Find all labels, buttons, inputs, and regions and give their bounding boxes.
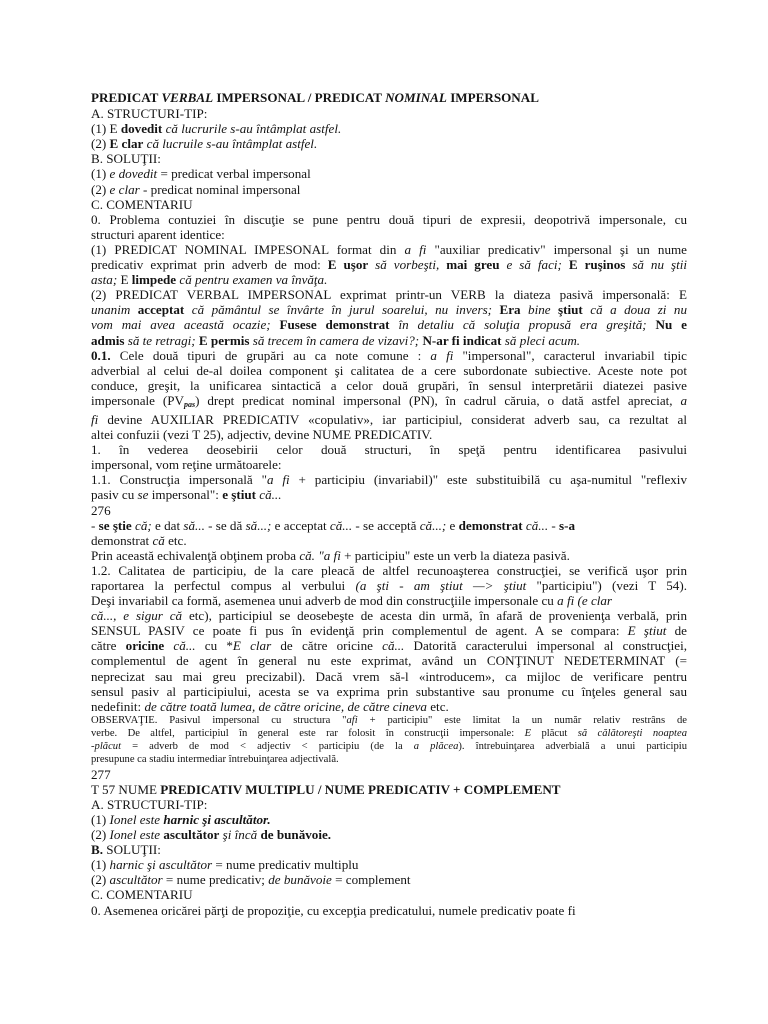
text-run: impersonal": <box>148 487 223 503</box>
text-run: Deşi invariabil ca formă, asemenea unui adverb de mod din construcţiile impersonale cu <box>91 593 558 609</box>
text-run: Datorită caracterului impersonal al construcţiei, <box>404 638 687 654</box>
text-run: să călătoreşti noaptea <box>577 728 687 740</box>
text-line <box>91 699 687 714</box>
text-run: să te retragi; <box>124 332 199 348</box>
text-line <box>91 378 687 393</box>
text-run: devine AUXILIAR PREDICATIV «copulativ», iar participiul, considerat adverb sau, ca rezultat al <box>98 411 687 427</box>
text-run: 0. Asemenea oricărei părţi de propoziţie, cu excepţia predicatului, numele predicativ poate fi <box>91 902 576 918</box>
text-run: B. SOLUŢII: <box>91 151 161 167</box>
text-line <box>91 106 687 121</box>
text-line <box>91 714 687 727</box>
text-run: 277 <box>91 766 111 782</box>
text-run: E clar <box>232 638 272 654</box>
text-run: E ruşinos <box>568 257 626 273</box>
text-run: VERBAL <box>161 90 214 105</box>
text-run: sensul pasiv al participiului, acesta se va exprima prin substantive sau pronume cu înţeles general sau <box>91 683 687 699</box>
text-run: harnic şi ascultător <box>109 857 213 873</box>
text-run: pasiv cu <box>91 487 138 503</box>
text-run: 1.2. Calitatea de participiu, de la care pleacă de altfel recunoaşterea construcţiei, se verifică uşor prin <box>91 562 687 578</box>
section-title-t57 <box>91 782 687 797</box>
text-line <box>91 872 687 887</box>
text-run: + participiu" este un verb la diateza pasivă. <box>340 547 570 563</box>
text-run: a plăcea <box>413 741 459 753</box>
text-run: SENSUL PASIV ce poate fi pus în evidenţă prin complementul de agent. A se compara: <box>91 623 628 639</box>
text-run: -plăcut <box>91 741 122 753</box>
text-line <box>91 548 687 563</box>
text-run: 0. Problema contuziei în discuţie se pune pentru două tipuri de expresii, deopotrivă impersonale, cu <box>91 211 687 227</box>
text-line <box>91 212 687 227</box>
text-line <box>91 197 687 212</box>
text-run: se <box>137 487 149 503</box>
text-run: E permis <box>198 332 250 348</box>
text-run: că...; <box>419 517 447 533</box>
text-run: 0.1. <box>91 347 111 363</box>
text-run: să vorbeşti, <box>368 257 447 273</box>
text-line <box>91 903 687 918</box>
text-run: e <box>446 517 459 533</box>
text-line <box>91 563 687 578</box>
text-run: E ştiut <box>627 623 667 639</box>
text-run: asta; <box>91 272 121 288</box>
text-run: că... <box>522 517 549 533</box>
text-run: - <box>548 517 560 533</box>
text-run: dovedit <box>120 121 163 137</box>
text-run: ascultător <box>109 872 163 888</box>
text-line <box>91 857 687 872</box>
text-line <box>91 578 687 593</box>
text-run: că. "a fi <box>299 547 341 563</box>
text-run: etc. <box>164 532 187 548</box>
text-run: a fi <box>430 347 454 363</box>
text-line <box>91 740 687 753</box>
text-run: că <box>152 532 165 548</box>
text-run: în detaliu că soluţia propusă era greşită; <box>389 317 656 333</box>
text-run: "participiu") (vezi T 54). <box>526 578 687 593</box>
text-line <box>91 653 687 668</box>
text-line <box>91 842 687 857</box>
text-run: raportarea la perfectul compus al verbului <box>91 578 356 593</box>
text-run: (2) <box>91 181 110 197</box>
text-run: C. COMENTARIU <box>91 196 193 212</box>
text-run: cu * <box>195 638 233 654</box>
text-run: (1) E <box>91 121 121 137</box>
text-run: să... <box>183 517 205 533</box>
text-line <box>91 363 687 378</box>
text-run: oricine <box>125 638 165 654</box>
text-run: = nume predicativ; <box>162 872 269 888</box>
text-run: a <box>680 392 687 408</box>
text-run: (a şti - am ştiut —> ştiut <box>355 578 527 593</box>
text-line <box>91 242 687 257</box>
text-line <box>91 427 687 442</box>
text-run: că... <box>256 487 282 503</box>
text-run: e să faci; <box>499 257 569 273</box>
text-run: E uşor <box>327 257 369 273</box>
text-line <box>91 518 687 533</box>
text-run: = adverb de mod < adjectiv < participiu (de la <box>121 741 414 753</box>
text-run: N-ar fi indicat <box>422 332 502 348</box>
text-run: impersonal, vom reţine următoarele: <box>91 457 282 473</box>
text-run: că; <box>131 517 152 533</box>
text-line <box>91 623 687 638</box>
text-run: presupune ca stadiu intermediar întrebuinţarea adjectivală. <box>91 754 339 766</box>
text-run: = nume predicativ multiplu <box>212 857 359 873</box>
text-run: e dat <box>151 517 184 533</box>
text-run: Fusese demonstrat <box>279 317 390 333</box>
text-run: = predicat verbal impersonal <box>157 166 311 182</box>
text-run: impersonale (PV <box>91 392 184 408</box>
text-line <box>91 272 687 287</box>
text-line <box>91 887 687 902</box>
text-run: că... <box>329 517 353 533</box>
text-run: - se dă <box>204 517 246 533</box>
text-run: Prin această echivalenţă obţinem proba <box>91 547 300 563</box>
text-line <box>91 121 687 136</box>
text-line <box>91 136 687 151</box>
text-run: = complement <box>331 872 411 888</box>
text-line <box>91 287 687 302</box>
text-run: că pentru examen va învăţa. <box>176 272 328 288</box>
text-run: adverbial al celui de-al doilea component şi calitatea de a cere subordonate subiective. Aceste note pot <box>91 362 687 378</box>
text-run: de către toată lumea, de către oricine, de către cineva <box>144 698 427 714</box>
text-run: ştiut <box>558 302 583 318</box>
text-line <box>91 412 687 427</box>
text-line <box>91 393 687 412</box>
text-run: (1) <box>91 166 110 182</box>
text-run: "impersonal", caracterul invariabil tipic <box>453 347 687 363</box>
text-run: de <box>666 623 687 639</box>
text-run: (2) <box>91 827 110 843</box>
text-run: ascultător <box>163 827 220 843</box>
text-run: e clar <box>109 181 140 197</box>
text-run: de către oricine <box>271 638 383 654</box>
document-page <box>91 90 687 918</box>
text-run: e ştiut <box>222 487 257 503</box>
text-run: (2) <box>91 872 110 888</box>
text-run: (1) <box>91 811 110 827</box>
text-line <box>91 638 687 653</box>
text-run: nedefinit: <box>91 698 145 714</box>
text-run: a fi (e clar <box>557 593 613 609</box>
text-line <box>91 503 687 518</box>
text-run: e acceptat <box>271 517 330 533</box>
text-run: să trecem în camera de vizavi?; <box>249 332 423 348</box>
text-run: Cele două tipuri de grupări au ca note comune : <box>110 347 431 363</box>
text-line <box>91 317 687 332</box>
text-run: - <box>91 517 99 533</box>
text-run: 1. în vederea deosebirii celor două structuri, în speţă pentru identificarea pasivului <box>91 442 687 458</box>
text-run: ) drept predicat nominal impersonal (PN), în cadrul căruia, o dată astfel apreciat, <box>195 392 681 408</box>
text-run: 1.1. Construcţia impersonală " <box>91 472 267 488</box>
text-line <box>91 684 687 699</box>
text-run: unanim <box>91 302 138 318</box>
text-run: A. STRUCTURI-TIP: <box>91 106 208 122</box>
text-line <box>91 533 687 548</box>
text-run: "auxiliar predicativ" impersonal şi un nume <box>426 241 687 257</box>
text-run: să pleci acum. <box>501 332 581 348</box>
text-run: acceptat <box>137 302 185 318</box>
text-run: harnic şi ascultător. <box>163 811 271 827</box>
text-run: demonstrat <box>91 532 153 548</box>
text-run: s-a <box>559 517 576 533</box>
text-run: NOMINAL <box>385 90 447 105</box>
text-run: că... <box>382 638 405 654</box>
text-run: către <box>91 638 126 654</box>
text-run: conduce, greşit, la unificarea sintactică a celor două grupări, în sensul interpretării diatezei pasive <box>91 377 687 393</box>
text-line <box>91 797 687 812</box>
text-run: + participiu" este limitat la un număr relativ restrâns de <box>357 714 687 726</box>
text-run: - predicat nominal impersonal <box>139 181 301 197</box>
text-run: T 57 NUME <box>91 781 161 797</box>
text-run: OBSERVAŢIE. Pasivul impersonal cu structura " <box>91 714 347 726</box>
text-run: fi <box>91 411 99 427</box>
text-line <box>91 442 687 457</box>
text-run: de bunăvoie. <box>260 827 332 843</box>
text-run: etc), participiul se deosebeşte de acesta din urmă, în afară de provenienţa verbală, prin <box>182 608 687 624</box>
text-run: a fi <box>404 241 427 257</box>
text-line <box>91 812 687 827</box>
text-line <box>91 348 687 363</box>
text-run: Ionel este <box>109 827 164 843</box>
text-run: vom mai avea această ocazie; <box>91 317 280 333</box>
text-run: C. COMENTARIU <box>91 887 193 903</box>
text-run: (2) PREDICAT VERBAL IMPERSONAL exprimat printr-un VERB la diateza pasivă impersonală: E <box>91 287 687 303</box>
text-run: - se acceptă <box>352 517 420 533</box>
text-run: IMPERSONAL <box>446 90 539 105</box>
text-line <box>91 182 687 197</box>
text-line <box>91 457 687 472</box>
text-run: E <box>120 272 132 288</box>
text-line <box>91 166 687 181</box>
text-run: şi încă <box>219 827 261 843</box>
text-run: bine <box>520 302 559 318</box>
text-run: PREDICATIV MULTIPLU / NUME PREDICATIV + COMPLEMENT <box>160 781 561 797</box>
text-run: neprecizat sau mai greu precizabil). Dacă vrem să-l «introducem», ca mijloc de verificare pentru <box>91 668 687 684</box>
text-run: structuri aparent identice: <box>91 226 225 242</box>
text-run: de bunăvoie <box>268 872 332 888</box>
text-run: se ştie <box>98 517 132 533</box>
text-run: că lucrurile s-au întâmplat astfel. <box>162 121 342 137</box>
text-line <box>91 827 687 842</box>
text-run: e dovedit <box>109 166 158 182</box>
text-run: A. STRUCTURI-TIP: <box>91 796 208 812</box>
text-run: limpede <box>131 272 177 288</box>
text-run: PREDICAT <box>91 90 162 105</box>
text-line <box>91 333 687 348</box>
text-run: a fi <box>266 472 290 488</box>
text-run: IMPERSONAL / PREDICAT <box>213 90 386 105</box>
text-run: Ionel este <box>109 811 164 827</box>
text-run: pas <box>183 399 196 409</box>
text-run: că lucruile s-au întâmplat astfel. <box>143 136 318 152</box>
text-run: (1) <box>91 857 110 873</box>
text-line <box>91 472 687 487</box>
text-line <box>91 151 687 166</box>
text-line <box>91 302 687 317</box>
text-run: admis <box>91 332 125 348</box>
text-run: că a doua zi nu <box>582 302 687 318</box>
text-run: + participiu (invariabil)" este substituibilă cu aşa-numitul "reflexiv <box>289 472 687 488</box>
text-run: să nu ştii <box>625 257 688 273</box>
text-run: altei confuzii (vezi T 25), adjectiv, devine NUME PREDICATIV. <box>91 427 433 443</box>
text-run: verbe. De altfel, participiul în general este rar folosit în construcţii impersonale: <box>91 728 525 740</box>
text-line <box>91 669 687 684</box>
text-run: 276 <box>91 502 111 518</box>
text-run: demonstrat <box>458 517 523 533</box>
text-line <box>91 257 687 272</box>
text-run: (1) PREDICAT NOMINAL IMPESONAL format din <box>91 241 405 257</box>
text-run: că..., e sigur că <box>91 608 183 624</box>
text-run: plăcut <box>531 728 578 740</box>
text-line <box>91 227 687 242</box>
text-run: E clar <box>109 136 144 152</box>
text-line <box>91 608 687 623</box>
text-run: Era <box>499 302 521 318</box>
text-line <box>91 487 687 502</box>
text-line <box>91 753 687 766</box>
text-run: afi <box>346 714 358 726</box>
text-run: să...; <box>245 517 272 533</box>
text-run: (2) <box>91 136 110 152</box>
text-run: etc. <box>426 698 449 714</box>
text-run: că pământul se învârte în jurul soarelui, nu invers; <box>184 302 500 318</box>
text-run: mai greu <box>446 257 500 273</box>
text-run: complementul de agent în general nu este exprimat, având un CONŢINUT NEDETERMINAT (= <box>91 653 687 669</box>
text-run: că... <box>164 638 196 654</box>
text-run: predicativ exprimat prin adverb de mod: <box>91 257 328 273</box>
text-run: Nu e <box>655 317 687 333</box>
document-title <box>91 90 687 105</box>
text-line <box>91 767 687 782</box>
text-line <box>91 727 687 740</box>
text-line <box>91 593 687 608</box>
text-run: SOLUŢII: <box>103 842 161 858</box>
text-run: ). întrebuinţarea adverbială a unui participiu <box>458 741 688 753</box>
text-run: B. <box>91 842 104 858</box>
text-run: E <box>524 728 532 740</box>
